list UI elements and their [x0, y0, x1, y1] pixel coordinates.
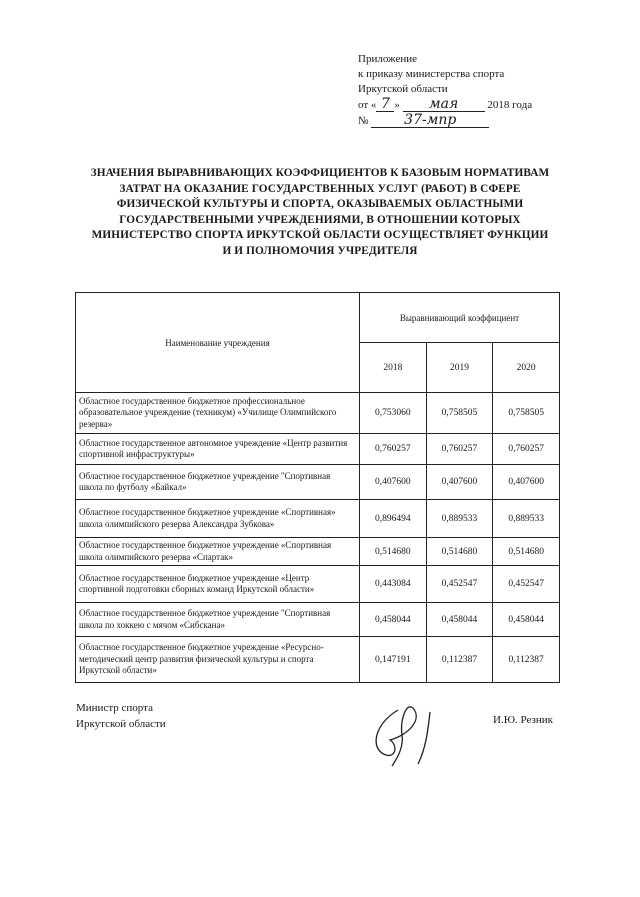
coef-2018: 0,147191 — [360, 637, 427, 683]
coef-2019: 0,407600 — [426, 465, 493, 500]
header-year-2020: 2020 — [493, 343, 560, 393]
table-row — [76, 538, 560, 566]
date-day-handwritten: 7 — [376, 97, 394, 112]
title-line: ФИЗИЧЕСКОЙ КУЛЬТУРЫ И СПОРТА, ОКАЗЫВАЕМЫХ ОБЛАСТНЫМИ — [116, 198, 524, 210]
appendix-region: Иркутской области — [358, 83, 448, 95]
coef-2018: 0,443084 — [360, 566, 427, 603]
coef-2018: 0,760257 — [360, 434, 427, 465]
coef-2020: 0,760257 — [493, 434, 560, 465]
table-row — [76, 393, 560, 434]
coef-2019: 0,758505 — [426, 393, 493, 434]
signatory-region: Иркутской области — [76, 718, 166, 730]
coef-2020: 0,407600 — [493, 465, 560, 500]
coef-2020: 0,889533 — [493, 500, 560, 538]
header-institution-name: Наименование учреждения — [76, 293, 360, 393]
document-title — [60, 166, 580, 259]
number-handwritten: 37-мпр — [371, 113, 489, 128]
coef-2019: 0,112387 — [426, 637, 493, 683]
signatory-position — [76, 700, 166, 732]
table-row — [76, 434, 560, 465]
coef-2018: 0,753060 — [360, 393, 427, 434]
appendix-label: Приложение — [358, 53, 418, 65]
appendix-date — [358, 97, 532, 113]
date-prefix: от « — [358, 99, 377, 111]
institution-name: Областное государственное бюджетное учреждение "Спортивная школа по футболу «Байкал» — [76, 465, 360, 500]
coef-2020: 0,458044 — [493, 603, 560, 637]
coef-2020: 0,112387 — [493, 637, 560, 683]
coef-2018: 0,407600 — [360, 465, 427, 500]
signatory-name: И.Ю. Резник — [493, 714, 553, 726]
coef-2020: 0,514680 — [493, 538, 560, 566]
appendix-number — [358, 113, 532, 129]
coef-2019: 0,889533 — [426, 500, 493, 538]
handwritten-signature — [368, 700, 468, 770]
appendix-order-ref: к приказу министерства спорта — [358, 68, 505, 80]
title-line: И И ПОЛНОМОЧИЯ УЧРЕДИТЕЛЯ — [222, 244, 418, 257]
institution-name: Областное государственное бюджетное профессиональное образовательное учреждение (техникум) «Училище Олимпийского резерва» — [76, 393, 360, 434]
table-row — [76, 465, 560, 500]
coefficients-table — [75, 292, 560, 683]
institution-name: Областное государственное бюджетное учреждение «Спортивная школа олимпийского резерва «Спартак» — [76, 538, 360, 566]
header-year-2019: 2019 — [426, 343, 493, 393]
title-line: ЗНАЧЕНИЯ ВЫРАВНИВАЮЩИХ КОЭФФИЦИЕНТОВ К БАЗОВЫМ НОРМАТИВАМ — [90, 167, 550, 179]
institution-name: Областное государственное бюджетное учреждение «Ресурсно-методический центр развития физической культуры и спорта Иркутской области» — [76, 637, 360, 683]
coef-2019: 0,760257 — [426, 434, 493, 465]
institution-name: Областное государственное автономное учреждение «Центр развития спортивной инфраструктуры» — [76, 434, 360, 465]
appendix-block — [358, 52, 532, 129]
coef-2019: 0,452547 — [426, 566, 493, 603]
header-coefficient: Выравнивающий коэффициент — [360, 293, 560, 343]
signatory-title: Министр спорта — [76, 702, 153, 714]
institution-name: Областное государственное бюджетное учреждение "Спортивная школа по хоккею с мячом «Сибскана» — [76, 603, 360, 637]
coef-2019: 0,458044 — [426, 603, 493, 637]
title-line: ЗАТРАТ НА ОКАЗАНИЕ ГОСУДАРСТВЕННЫХ УСЛУГ (РАБОТ) В СФЕРЕ — [119, 182, 521, 195]
date-month-handwritten: мая — [403, 97, 485, 112]
table-row — [76, 603, 560, 637]
coef-2018: 0,896494 — [360, 500, 427, 538]
table-row — [76, 566, 560, 603]
institution-name: Областное государственное бюджетное учреждение «Центр спортивной подготовки сборных команд Иркутской области» — [76, 566, 360, 603]
title-line: ГОСУДАРСТВЕННЫМИ УЧРЕЖДЕНИЯМИ, В ОТНОШЕНИИ КОТОРЫХ — [119, 213, 521, 226]
coef-2018: 0,458044 — [360, 603, 427, 637]
coef-2018: 0,514680 — [360, 538, 427, 566]
coef-2020: 0,758505 — [493, 393, 560, 434]
date-mid: » — [394, 99, 400, 111]
coef-2020: 0,452547 — [493, 566, 560, 603]
header-year-2018: 2018 — [360, 343, 427, 393]
table-row — [76, 500, 560, 538]
institution-name: Областное государственное бюджетное учреждение «Спортивная» школа олимпийского резерва Александра Зубкова» — [76, 500, 360, 538]
title-line: МИНИСТЕРСТВО СПОРТА ИРКУТСКОЙ ОБЛАСТИ ОСУЩЕСТВЛЯЕТ ФУНКЦИИ — [91, 229, 549, 241]
table-row — [76, 637, 560, 683]
number-prefix: № — [358, 115, 369, 127]
date-year: 2018 года — [487, 99, 533, 111]
coef-2019: 0,514680 — [426, 538, 493, 566]
